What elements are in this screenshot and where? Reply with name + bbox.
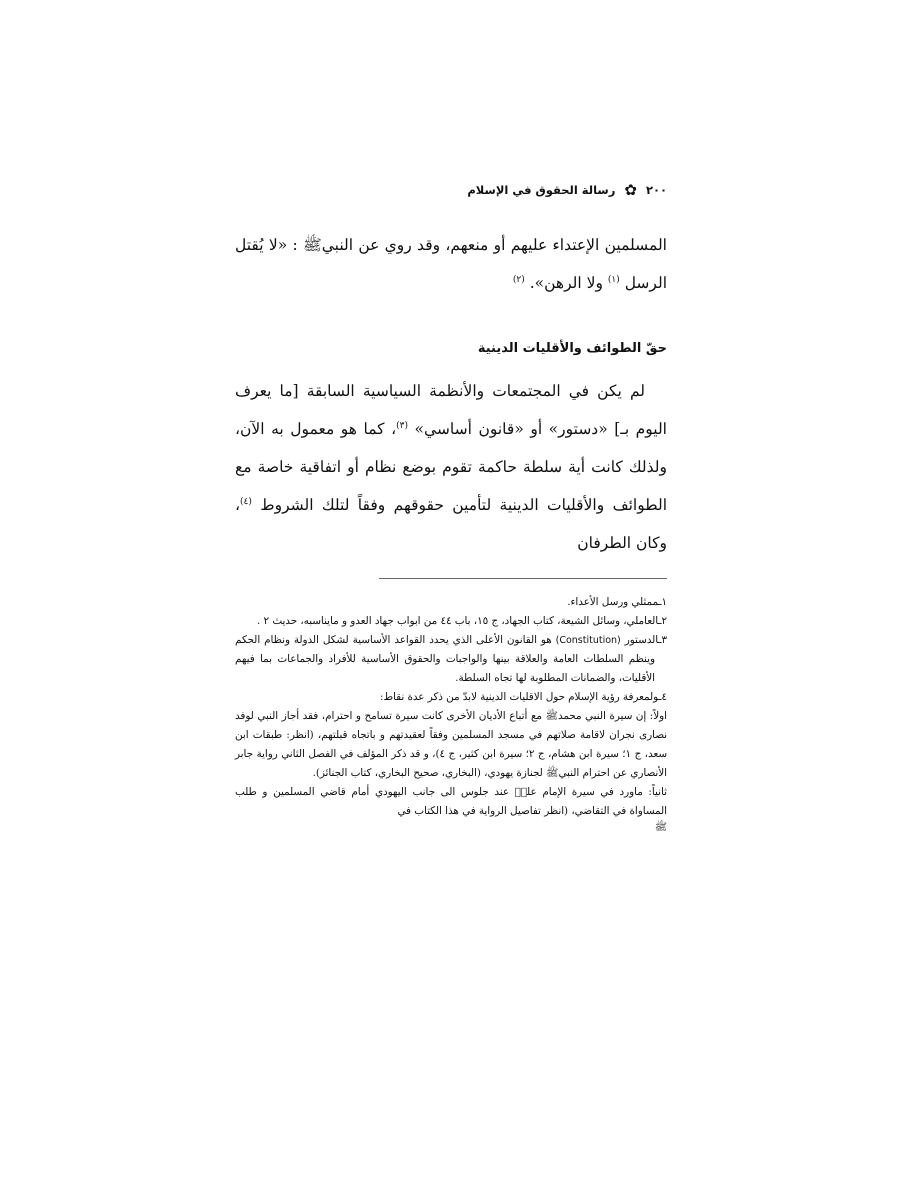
footnote-ref-3[interactable]: (٣) bbox=[396, 420, 408, 431]
footnote-2-marker: ٢ـ bbox=[658, 615, 667, 627]
footnotes bbox=[235, 593, 667, 835]
flower-ornament-icon: ✿ bbox=[624, 180, 637, 199]
footnote-ref-4[interactable]: (٤) bbox=[240, 496, 252, 507]
footnote-2-text: العاملي، وسائل الشيعة، كتاب الجهاد، ج ١٥، باب ٤٤ من ابواب جهاد العدو و ماينا‌سبه، حديث ٢ . bbox=[256, 615, 659, 627]
footnote-ref-2[interactable]: (٢) bbox=[512, 274, 525, 285]
footnote-3 bbox=[235, 631, 667, 688]
footnote-1-text: ممثلي ورسل الأعداء. bbox=[567, 596, 659, 608]
intro-text-2: ولا الرهن». bbox=[529, 274, 603, 292]
intro-paragraph bbox=[235, 226, 667, 302]
footnote-3-text-a: الدستور bbox=[624, 634, 659, 646]
footnote-3-marker: ٣ـ bbox=[658, 634, 667, 646]
section-paragraph bbox=[235, 372, 667, 562]
page-number: ٢٠٠ bbox=[645, 183, 667, 197]
footnote-ref-1[interactable]: (١) bbox=[607, 274, 620, 285]
footnote-1 bbox=[235, 593, 667, 612]
catchword: ﷺ bbox=[654, 822, 667, 833]
footnote-4-point-1: اولاً: إن سيرة النبي محمدﷺ مع أتباع الأديان الأخرى كانت سيرة تسامح و احترام، فقد أجاز النبي لوفد نصارى نجران لاقامة صلاتهم في مسجد المسلمين وفقاً لعقيدتهم و باتجاه قبلتهم، (انظر: طبقات ابن سعد، ج ١؛ سيرة ابن هشام، ج ٢؛ سيرة ابن كثير، ج ٤)، و قد ذكر المؤلف في الفصل الثاني رواية جابر الأنصاري عن احترام النبيﷺ لجنازة يهودي، (البخاري، صحيح البخاري، كتاب الجنائز). bbox=[235, 710, 667, 779]
running-header bbox=[235, 180, 667, 200]
footnote-1-marker: ١ـ bbox=[658, 596, 667, 608]
footnote-2 bbox=[235, 612, 667, 631]
section-text-a: لم يكن في المجتمعات والأنظمة السياسية السابقة [ما يعرف اليوم بـ] «دستور» أو «قانون أساسي» bbox=[235, 382, 667, 438]
section-text-c: ، وكان الطرفان bbox=[235, 496, 667, 552]
book-page bbox=[235, 180, 667, 835]
book-title: رسالة الحقوق في الإسلام bbox=[467, 183, 616, 197]
section-text-b: ، كما هو معمول به الآن، ولذلك كانت أية سلطة حاكمة تقوم بوضع نظام أو اتفاقية خاصة مع الطوائف والأقليات الدينية لتأمين حقوقهم وفقاً لتلك الشروط bbox=[235, 420, 667, 514]
footnote-4-marker: ٤ـ bbox=[658, 691, 667, 703]
footnote-4-point-2: ثانياً: ماورد في سيرة الإمام عليؑ عند جلوس الى جانب اليهودي أمام قاضي المسلمين و طلب المساواة في التقاضي، (انظر تفاصيل الرواية في هذا الكتاب في bbox=[235, 786, 667, 817]
section-heading: حقّ الطوائف والأقليات الدينية bbox=[477, 341, 667, 356]
footnote-4 bbox=[235, 688, 667, 707]
constitution-term: (Constitution) bbox=[555, 635, 621, 646]
footnote-3-text-b: هو القانون الأعلى الذي يحدد القواعد الأساسية لشكل الدولة ونظام الحكم وينظم السلطات العامة والعلاقة بينها والواجبات والحقوق الأساسية للأفراد والجماعات بما فيهم الأقليات، والضمانات المطلوبة لها تجاه السلطة. bbox=[235, 634, 655, 684]
footnote-4-intro: ولمعرفة رؤية الإسلام حول الاقليات الدينية لابدّ من ذكر عدة نقاط: bbox=[380, 691, 659, 703]
intro-text: المسلمين الإعتداء عليهم أو منعهم، وقد روي عن النبيﷺ : «لا يُقتل الرسل bbox=[235, 236, 667, 292]
footnote-divider bbox=[379, 578, 667, 579]
